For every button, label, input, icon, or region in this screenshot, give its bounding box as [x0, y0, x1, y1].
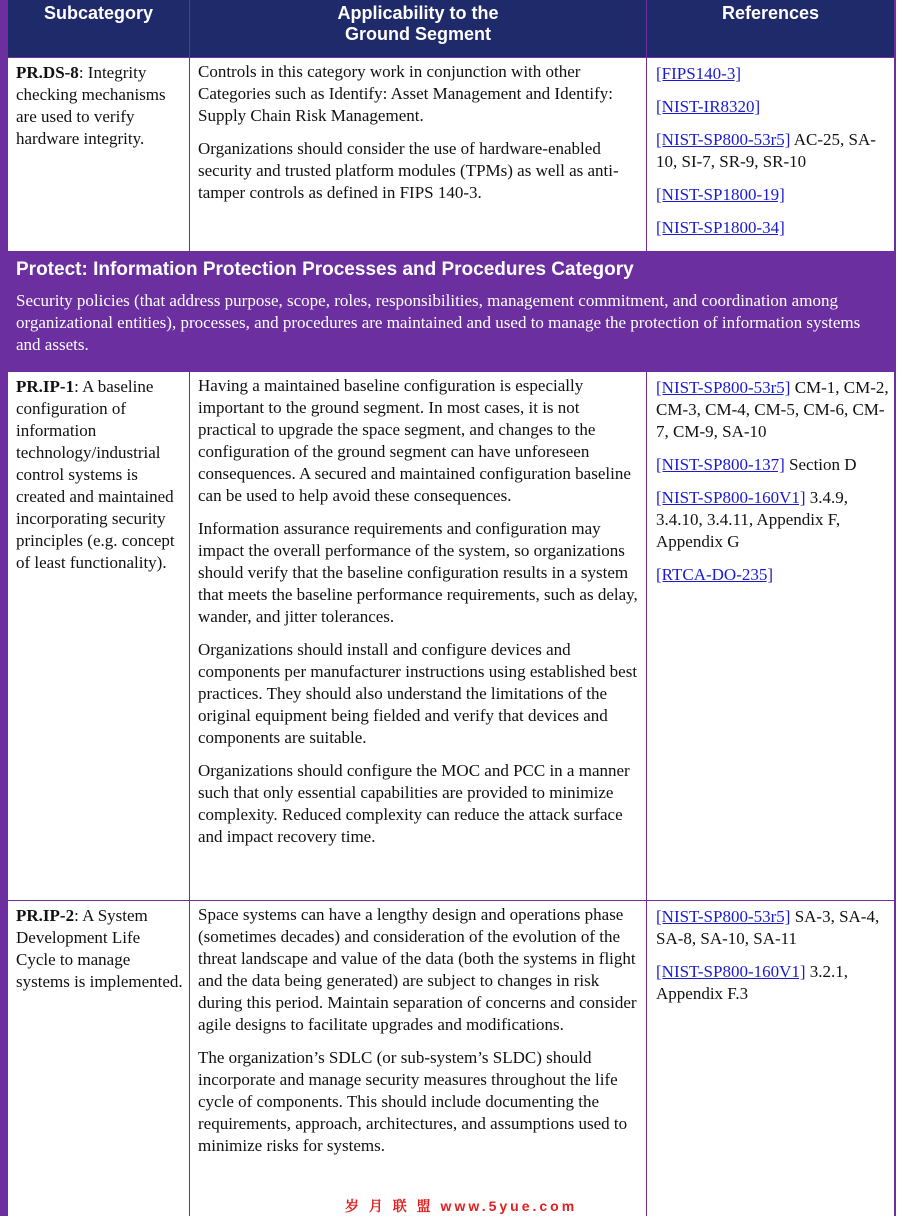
applicability-pr-ip-2: Space systems can have a lengthy design and operations phase (sometimes decades) and consideration of the evolution of the threat landscape and value of the data (both the systems in flight and the data being generated) are subject to changes in risk during this period. Maintain separation of concerns and consider agile designs to facilitate upgrades and modifications. The organization’s SDLC (or sub-system’s SLDC) should incorporate and manage security measures throughout the life cycle of components. This should include documenting the requirements, approach, architectures, and assumptions used to minimize risks for systems. — [190, 901, 646, 1216]
subcategory-pr-ds-8: PR.DS-8: Integrity checking mechanisms are used to verify hardware integrity. — [8, 58, 189, 251]
ref-link[interactable]: [NIST-SP1800-19] — [656, 185, 785, 204]
ref-link[interactable]: [NIST-SP800-53r5] — [656, 130, 791, 149]
header-references: References — [647, 0, 894, 57]
ref-link[interactable]: [NIST-SP800-137] — [656, 455, 785, 474]
ref-link[interactable]: [RTCA-DO-235] — [656, 565, 774, 584]
references-pr-ds-8: [FIPS140-3] [NIST-IR8320] [NIST-SP800-53r5] AC-25, SA-10, SI-7, SR-9, SR-10 [NIST-SP1800-19] [NIST-SP1800-34] — [647, 58, 894, 251]
ref-link[interactable]: [FIPS140-3] — [656, 64, 742, 83]
category-description: Security policies (that address purpose, scope, roles, responsibilities, management commitment, and coordination among organizational entities), processes, and procedures are maintained and used to manage the protection of information systems and assets. — [16, 291, 861, 354]
watermark: 岁 月 联 盟 www.5yue.com — [345, 1198, 578, 1214]
subcategory-pr-ip-1: PR.IP-1: A baseline configuration of information technology/industrial control systems is created and maintained incorporating security principles (e.g. concept of least functionality). — [8, 372, 189, 900]
ref-link[interactable]: [NIST-SP800-53r5] — [656, 378, 791, 397]
subcategory-pr-ip-2: PR.IP-2: A System Development Life Cycle to manage systems is implemented. — [8, 901, 189, 1216]
applicability-pr-ip-1: Having a maintained baseline configuration is especially important to the ground segment. In most cases, it is not practical to upgrade the space segment, and changes to the configuration of the ground segment can have unforeseen consequences. A secured and maintained configuration baseline can be used to help avoid these consequences. Information assurance requirements and configuration may impact the overall performance of the system, so organizations should verify that the baseline configuration results in a system that meets the baseline performance requirements, such as delay, wander, and jitter tolerances. Organizations should install and configure devices and components per manufacturer instructions using established best practices. They should also understand the limitations of the original equipment being fielded and verify that devices and components are suitable. Organizations should configure the MOC and PCC in a manner such that only essential capabilities are provided to minimize complexity. Reduced complexity can reduce the attack surface and impact recovery time. — [190, 372, 646, 900]
ref-link[interactable]: [NIST-IR8320] — [656, 97, 761, 116]
ref-link[interactable]: [NIST-SP800-160V1] — [656, 488, 806, 507]
ref-link[interactable]: [NIST-SP800-53r5] — [656, 907, 791, 926]
header-subcategory: Subcategory — [8, 0, 189, 57]
category-title: Protect: Information Protection Processes and Procedures Category — [16, 259, 634, 280]
ref-link[interactable]: [NIST-SP1800-34] — [656, 218, 785, 237]
references-pr-ip-2: [NIST-SP800-53r5] SA-3, SA-4, SA-8, SA-10, SA-11 [NIST-SP800-160V1] 3.2.1, Appendix F.3 — [647, 901, 894, 1216]
header-applicability: Applicability to the Ground Segment — [190, 0, 646, 57]
ref-link[interactable]: [NIST-SP800-160V1] — [656, 962, 806, 981]
category-band — [8, 252, 894, 371]
applicability-pr-ds-8: Controls in this category work in conjunction with other Categories such as Identify: Asset Management and Identify: Supply Chain Risk Management. Organizations should consider the use of hardware-enabled security and trusted platform modules (TPMs) as well as anti-tamper controls as defined in FIPS 140-3. — [190, 58, 646, 251]
references-pr-ip-1: [NIST-SP800-53r5] CM-1, CM-2, CM-3, CM-4, CM-5, CM-6, CM-7, CM-9, SA-10 [NIST-SP800-137] Section D [NIST-SP800-160V1] 3.4.9, 3.4.10, 3.4.11, Appendix F, Appendix G [RTCA-DO-235] — [647, 372, 894, 900]
